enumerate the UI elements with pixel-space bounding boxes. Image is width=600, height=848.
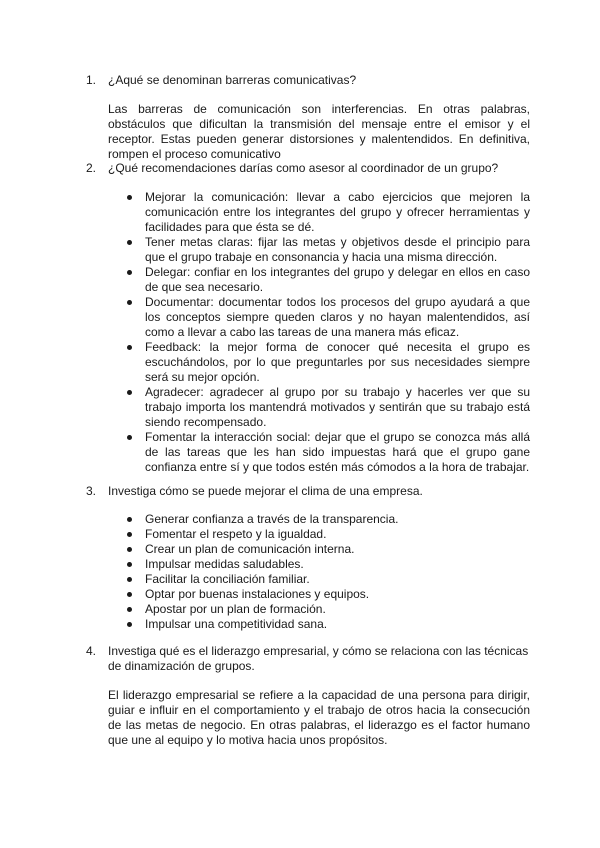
bullet-icon [127,195,132,200]
list-item: Impulsar una competitividad sana. [125,617,530,632]
bullet-icon [127,562,132,567]
question-2 [86,161,530,176]
list-item: Impulsar medidas saludables. [125,557,530,572]
question-text: ¿Aqué se denominan barreras comunicativas? [108,73,357,87]
bullet-icon [127,390,132,395]
question-number: 3. [86,484,97,498]
answer-1: Las barreras de comunicación son interferencias. En otras palabras, obstáculos que dificultan la transmisión del mensaje entre el emisor y el receptor. Estas pueden generar distorsiones y malentendidos. En definitiva, rompen el proceso comunicativo [108,102,530,161]
question-text: ¿Qué recomendaciones darías como asesor al coordinador de un grupo? [108,161,499,175]
list-item: Fomentar la interacción social: dejar que el grupo se conozca más allá de las tareas que les han sido impuestas hará que el grupo gane confianza entre sí y que todos estén más cómodos a la hora de trabajar. [125,430,530,475]
bullet-icon [127,532,132,537]
question-text: Investiga qué es el liderazgo empresarial, y cómo se relaciona con las técnicas de dinamización de grupos. [108,644,529,673]
question-1 [86,73,530,88]
bullet-icon [127,607,132,612]
bullet-icon [127,547,132,552]
bullet-icon [127,517,132,522]
list-item: Fomentar el respeto y la igualdad. [125,527,530,542]
bullet-icon [127,577,132,582]
climate-list [125,512,530,632]
bullet-icon [127,240,132,245]
list-item: Facilitar la conciliación familiar. [125,572,530,587]
question-3 [86,484,530,499]
question-text: Investiga cómo se puede mejorar el clima de una empresa. [108,484,423,498]
recommendations-list [125,190,530,475]
question-number: 2. [86,161,97,175]
list-item: Agradecer: agradecer al grupo por su trabajo y hacerles ver que su trabajo importa los mantendrá motivados y sentirán que su trabajo está siendo recompensado. [125,385,530,430]
list-item: Apostar por un plan de formación. [125,602,530,617]
bullet-icon [127,622,132,627]
bullet-icon [127,270,132,275]
bullet-icon [127,592,132,597]
list-item: Crear un plan de comunicación interna. [125,542,530,557]
bullet-icon [127,435,132,440]
list-item: Generar confianza a través de la transparencia. [125,512,530,527]
list-item: Feedback: la mejor forma de conocer qué necesita el grupo es escuchándolos, por lo que preguntarles por sus necesidades siempre será su mejor opción. [125,340,530,385]
question-number: 1. [86,73,97,87]
bullet-icon [127,345,132,350]
answer-4: El liderazgo empresarial se refiere a la capacidad de una persona para dirigir, guiar e influir en el comportamiento y el trabajo de otros hacia la consecución de las metas de negocio. En otras palabras, el liderazgo es el factor humano que une al equipo y lo motiva hacia unos propósitos. [108,688,530,747]
list-item: Tener metas claras: fijar las metas y objetivos desde el principio para que el grupo trabaje en consonancia y hacia una misma dirección. [125,235,530,265]
list-item: Optar por buenas instalaciones y equipos. [125,587,530,602]
list-item: Mejorar la comunicación: llevar a cabo ejercicios que mejoren la comunicación entre los integrantes del grupo y ofrecer herramientas y facilidades para que ésta se dé. [125,190,530,235]
list-item: Documentar: documentar todos los procesos del grupo ayudará a que los conceptos siempre queden claros y no hayan malentendidos, así como a llevar a cabo las tareas de una manera más eficaz. [125,295,530,340]
question-number: 4. [86,644,97,658]
bullet-icon [127,300,132,305]
question-4 [86,644,530,674]
list-item: Delegar: confiar en los integrantes del grupo y delegar en ellos en caso de que sea necesario. [125,265,530,295]
